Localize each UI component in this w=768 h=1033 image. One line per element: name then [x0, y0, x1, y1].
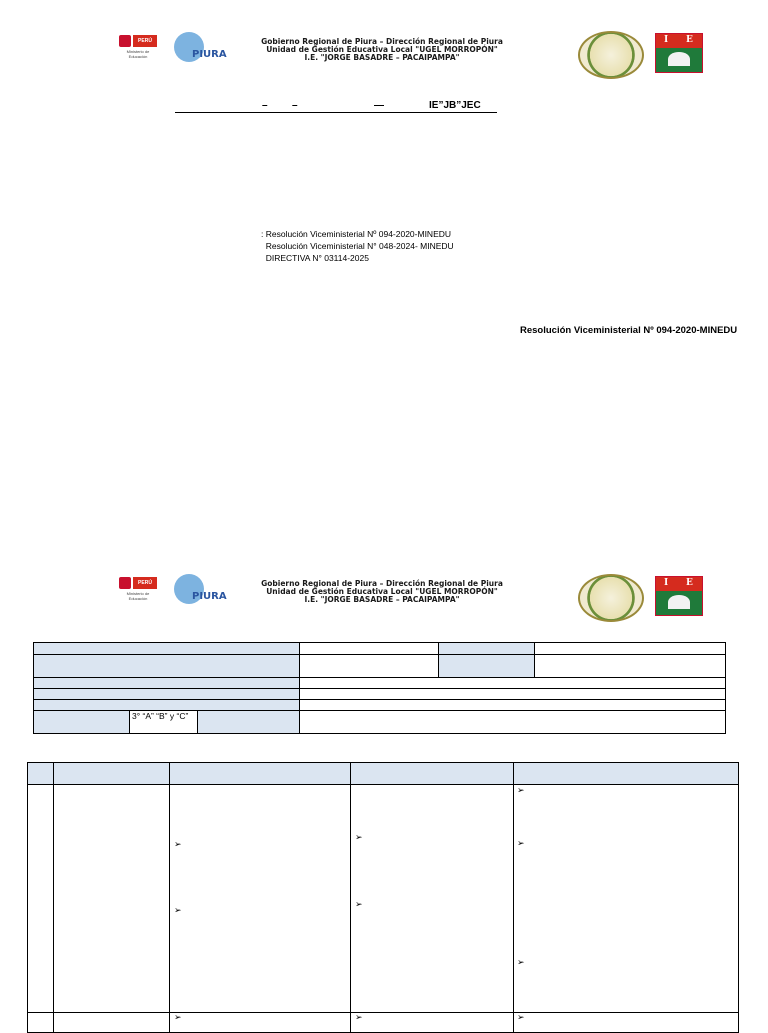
info-row-6 [34, 711, 726, 734]
heading-line-3: I.E. "JORGE BASADRE – PACAIPAMPA" [304, 595, 460, 604]
grade-cell: 3° “A” “B” y “C” [130, 711, 198, 734]
bullet-arrow-icon: ➢ [517, 785, 525, 795]
main-row-1 [28, 785, 739, 1013]
mountain-icon [668, 595, 690, 609]
info-row-5 [34, 700, 726, 711]
peru-flag: PERÚ [133, 35, 157, 47]
peru-flag: PERÚ [133, 577, 157, 589]
bullet-arrow-icon: ➢ [174, 1012, 182, 1022]
bullet-arrow-icon: ➢ [355, 1012, 363, 1022]
mountain-icon [668, 52, 690, 66]
ie-letter-e: E [686, 35, 693, 45]
school-seal-icon [578, 31, 644, 79]
title-dash-3: — [374, 100, 384, 111]
title-dash-1: – [262, 100, 268, 111]
title-code: IE”JB”JEC [429, 100, 481, 111]
heading-line-1: Gobierno Regional de Piura – Dirección Regional de Piura [261, 37, 503, 46]
minedu-logo [119, 35, 157, 65]
heading-line-3: I.E. "JORGE BASADRE – PACAIPAMPA" [304, 53, 460, 62]
heading-line-2: Unidad de Gestión Educativa Local "UGEL MORROPÓN" [266, 45, 498, 54]
title-dash-2: – [292, 100, 298, 111]
institution-heading [232, 38, 532, 62]
bullet-arrow-icon: ➢ [517, 1012, 525, 1022]
ie-letter-e: E [686, 578, 693, 588]
heading-line-2: Unidad de Gestión Educativa Local "UGEL MORROPÓN" [266, 587, 498, 596]
bullet-arrow-icon: ➢ [517, 957, 525, 967]
school-seal-icon [578, 574, 644, 622]
info-row-1 [34, 643, 726, 655]
peru-crest-icon [119, 35, 131, 47]
bullet-arrow-icon: ➢ [174, 905, 182, 915]
reference-1: : Resolución Viceministerial Nº 094-2020-MINEDU [261, 229, 452, 239]
ie-letter-i: I [664, 578, 669, 588]
bullet-arrow-icon: ➢ [355, 899, 363, 909]
info-row-2 [34, 655, 726, 678]
heading-line-1: Gobierno Regional de Piura – Dirección Regional de Piura [261, 579, 503, 588]
bullet-arrow-icon: ➢ [174, 839, 182, 849]
main-row-2 [28, 1013, 739, 1033]
peru-crest-icon [119, 577, 131, 589]
piura-word: PIURA [192, 49, 227, 60]
reference-3: DIRECTIVA N° 03114-2025 [261, 253, 369, 263]
piura-logo [172, 32, 232, 64]
minedu-label: Ministerio de Educación [126, 591, 150, 601]
info-row-4 [34, 689, 726, 700]
ie-shield-logo-2 [655, 576, 703, 616]
bullet-arrow-icon: ➢ [517, 838, 525, 848]
info-row-3 [34, 678, 726, 689]
main-table [27, 762, 739, 1033]
ie-shield-logo [655, 33, 703, 73]
reference-2: Resolución Viceministerial N° 048-2024- MINEDU [261, 241, 454, 251]
main-header-row [28, 763, 739, 785]
bullet-arrow-icon: ➢ [355, 832, 363, 842]
minedu-logo-2 [119, 577, 157, 607]
title-underline [175, 112, 497, 113]
piura-logo-2 [172, 574, 232, 606]
info-table [33, 642, 726, 734]
piura-word: PIURA [192, 591, 227, 602]
right-reference: Resolución Viceministerial Nº 094-2020-MINEDU [520, 325, 738, 336]
institution-heading-2 [232, 580, 532, 604]
minedu-label: Ministerio de Educación [126, 49, 150, 59]
ie-letter-i: I [664, 35, 669, 45]
